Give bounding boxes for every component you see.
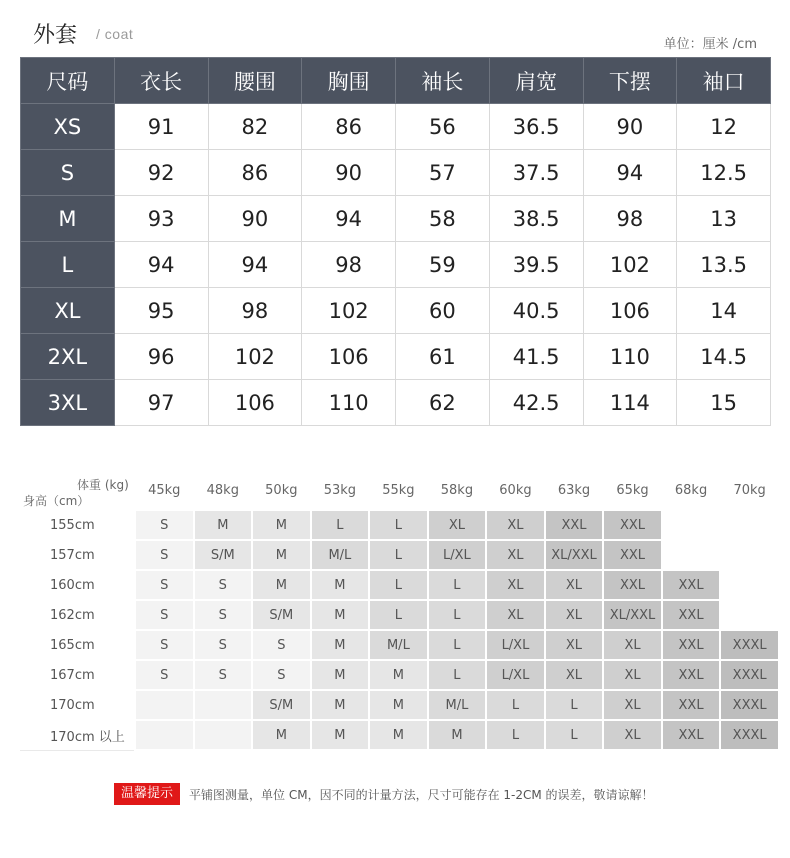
size-recommendation-cell: S/M	[194, 540, 253, 570]
measurement-cell: 95	[114, 288, 208, 334]
size-recommendation-cell: XXXL	[720, 690, 779, 720]
weight-axis-label: 体重 (kg)	[77, 478, 129, 492]
measurement-cell: 36.5	[489, 104, 583, 150]
size-recommendation-cell: XL	[603, 720, 662, 750]
size-recommendation-cell: XL	[545, 630, 604, 660]
measurement-cell: 93	[114, 196, 208, 242]
size-label: M	[21, 196, 115, 242]
size-recommendation-cell: XL	[603, 660, 662, 690]
size-recommendation-cell: L	[369, 570, 428, 600]
fit-table-row	[19, 720, 779, 750]
size-recommendation-cell: M	[311, 690, 370, 720]
size-recommendation-cell: XXL	[662, 660, 721, 690]
measurement-cell: 15	[677, 380, 771, 426]
measurement-cell: 58	[396, 196, 490, 242]
measurement-cell: 14.5	[677, 334, 771, 380]
size-recommendation-cell: L/XL	[486, 630, 545, 660]
measurement-cell: 98	[583, 196, 677, 242]
measurement-cell: 57	[396, 150, 490, 196]
size-recommendation-cell: XXL	[545, 510, 604, 540]
measurement-cell: 110	[302, 380, 396, 426]
size-label: XS	[21, 104, 115, 150]
size-recommendation-cell: XXL	[662, 690, 721, 720]
size-recommendation-cell: L/XL	[486, 660, 545, 690]
size-table-row	[21, 380, 771, 426]
size-recommendation-cell: L	[545, 720, 604, 750]
measurement-cell: 61	[396, 334, 490, 380]
height-label: 160cm	[19, 570, 135, 600]
measurement-cell: 13.5	[677, 242, 771, 288]
measurement-cell: 86	[302, 104, 396, 150]
measurement-cell: 106	[302, 334, 396, 380]
measurement-cell: 60	[396, 288, 490, 334]
weight-header: 58kg	[428, 472, 487, 510]
measurement-cell: 98	[302, 242, 396, 288]
weight-header: 70kg	[720, 472, 779, 510]
column-header: 腰围	[208, 58, 302, 104]
size-recommendation-cell: L	[428, 630, 487, 660]
size-recommendation-cell: S	[194, 600, 253, 630]
size-recommendation-cell: L/XL	[428, 540, 487, 570]
size-recommendation-cell	[662, 540, 721, 570]
measurement-cell: 94	[583, 150, 677, 196]
measurement-cell: 106	[583, 288, 677, 334]
size-recommendation-cell	[135, 720, 194, 750]
size-recommendation-cell: XL	[486, 600, 545, 630]
size-recommendation-cell: S	[135, 510, 194, 540]
size-recommendation-cell: XXXL	[720, 630, 779, 660]
size-recommendation-cell: XXL	[662, 720, 721, 750]
measurement-cell: 98	[208, 288, 302, 334]
size-label: L	[21, 242, 115, 288]
size-recommendation-cell: S	[252, 660, 311, 690]
column-header: 肩宽	[489, 58, 583, 104]
size-recommendation-cell: XL	[603, 690, 662, 720]
size-recommendation-cell: XL	[545, 600, 604, 630]
column-header: 袖口	[677, 58, 771, 104]
size-recommendation-cell	[662, 510, 721, 540]
size-recommendation-cell: S	[194, 570, 253, 600]
size-recommendation-cell: S/M	[252, 600, 311, 630]
size-recommendation-cell: L	[369, 540, 428, 570]
size-recommendation-cell: L	[428, 600, 487, 630]
size-recommendation-cell: L	[486, 720, 545, 750]
size-table-row	[21, 104, 771, 150]
weight-header: 65kg	[603, 472, 662, 510]
size-recommendation-cell: M	[369, 720, 428, 750]
size-label: 3XL	[21, 380, 115, 426]
height-label: 170cm	[19, 690, 135, 720]
size-recommendation-cell: S	[194, 660, 253, 690]
unit-note: 单位：厘米 /cm	[663, 37, 757, 52]
measurement-cell: 94	[208, 242, 302, 288]
measurement-cell: 91	[114, 104, 208, 150]
page-header	[0, 0, 790, 56]
fit-table-corner	[19, 472, 135, 510]
size-recommendation-cell: XXL	[603, 570, 662, 600]
fit-table-row	[19, 570, 779, 600]
height-label: 157cm	[19, 540, 135, 570]
size-recommendation-cell: XXXL	[720, 660, 779, 690]
size-recommendation-cell: L	[428, 660, 487, 690]
size-recommendation-cell: L	[369, 600, 428, 630]
measurement-cell: 92	[114, 150, 208, 196]
weight-header: 68kg	[662, 472, 721, 510]
size-recommendation-cell: M	[428, 720, 487, 750]
fit-table-row	[19, 660, 779, 690]
size-recommendation-cell: S	[135, 540, 194, 570]
measurement-cell: 12	[677, 104, 771, 150]
notice-badge: 温馨提示	[114, 783, 180, 805]
column-header: 下摆	[583, 58, 677, 104]
size-recommendation-cell: XL	[545, 570, 604, 600]
notice	[114, 783, 654, 805]
size-table-row	[21, 288, 771, 334]
fit-table-row	[19, 510, 779, 540]
height-label: 155cm	[19, 510, 135, 540]
column-header: 尺码	[21, 58, 115, 104]
height-label: 167cm	[19, 660, 135, 690]
measurement-cell: 13	[677, 196, 771, 242]
weight-header: 53kg	[311, 472, 370, 510]
page-title: 外套	[33, 23, 78, 48]
size-recommendation-cell: XXL	[603, 510, 662, 540]
measurement-cell: 94	[114, 242, 208, 288]
size-table-row	[21, 334, 771, 380]
size-recommendation-cell: M	[369, 690, 428, 720]
size-recommendation-cell: L	[311, 510, 370, 540]
size-recommendation-cell: XL	[486, 540, 545, 570]
size-label: 2XL	[21, 334, 115, 380]
size-recommendation-cell: M	[252, 720, 311, 750]
measurement-cell: 90	[208, 196, 302, 242]
measurement-cell: 82	[208, 104, 302, 150]
weight-header: 60kg	[486, 472, 545, 510]
size-recommendation-cell	[135, 690, 194, 720]
size-recommendation-cell: XXL	[603, 540, 662, 570]
page-subtitle: / coat	[96, 26, 134, 42]
size-recommendation-cell	[720, 510, 779, 540]
size-recommendation-cell: XL	[486, 510, 545, 540]
size-recommendation-cell: S	[252, 630, 311, 660]
size-recommendation-cell: M	[252, 570, 311, 600]
measurement-cell: 90	[302, 150, 396, 196]
fit-table-row	[19, 630, 779, 660]
size-recommendation-cell: XL/XXL	[603, 600, 662, 630]
weight-header: 48kg	[194, 472, 253, 510]
size-recommendation-cell	[720, 570, 779, 600]
size-recommendation-cell: M/L	[369, 630, 428, 660]
size-recommendation-cell: M	[311, 600, 370, 630]
size-recommendation-cell: M	[311, 570, 370, 600]
measurement-cell: 42.5	[489, 380, 583, 426]
weight-header: 55kg	[369, 472, 428, 510]
measurement-cell: 12.5	[677, 150, 771, 196]
measurement-cell: 37.5	[489, 150, 583, 196]
size-recommendation-cell: M	[252, 510, 311, 540]
height-label: 170cm 以上	[19, 720, 135, 750]
measurement-cell: 90	[583, 104, 677, 150]
measurement-cell: 114	[583, 380, 677, 426]
fit-table-row	[19, 540, 779, 570]
measurement-cell: 56	[396, 104, 490, 150]
measurement-cell: 102	[583, 242, 677, 288]
size-recommendation-cell: S	[194, 630, 253, 660]
size-recommendation-cell: XL	[428, 510, 487, 540]
size-recommendation-cell: L	[486, 690, 545, 720]
size-recommendation-cell	[194, 720, 253, 750]
size-recommendation-cell: M	[252, 540, 311, 570]
size-label: S	[21, 150, 115, 196]
fit-table-header-row	[19, 472, 779, 510]
measurement-cell: 39.5	[489, 242, 583, 288]
measurement-cell: 110	[583, 334, 677, 380]
size-recommendation-cell: M	[369, 660, 428, 690]
measurement-cell: 86	[208, 150, 302, 196]
size-label: XL	[21, 288, 115, 334]
size-table	[20, 57, 771, 426]
size-recommendation-cell: XL	[545, 660, 604, 690]
size-recommendation-cell	[720, 600, 779, 630]
weight-header: 50kg	[252, 472, 311, 510]
size-recommendation-cell: S/M	[252, 690, 311, 720]
size-table-row	[21, 242, 771, 288]
column-header: 衣长	[114, 58, 208, 104]
fit-table	[18, 472, 780, 751]
size-recommendation-cell: S	[135, 660, 194, 690]
size-recommendation-cell: L	[428, 570, 487, 600]
measurement-cell: 102	[208, 334, 302, 380]
measurement-cell: 59	[396, 242, 490, 288]
measurement-cell: 97	[114, 380, 208, 426]
size-recommendation-cell: XL	[603, 630, 662, 660]
weight-header: 45kg	[135, 472, 194, 510]
weight-header: 63kg	[545, 472, 604, 510]
size-recommendation-cell: M/L	[311, 540, 370, 570]
size-table-row	[21, 150, 771, 196]
measurement-cell: 94	[302, 196, 396, 242]
measurement-cell: 14	[677, 288, 771, 334]
size-recommendation-cell: S	[135, 600, 194, 630]
notice-text: 平铺图测量，单位 CM，因不同的计量方法，尺寸可能存在 1-2CM 的误差，敬请谅解！	[189, 787, 654, 802]
measurement-cell: 38.5	[489, 196, 583, 242]
size-recommendation-cell: M	[311, 660, 370, 690]
size-recommendation-cell: L	[369, 510, 428, 540]
size-recommendation-cell: M	[194, 510, 253, 540]
size-recommendation-cell: XXXL	[720, 720, 779, 750]
size-recommendation-cell: XXL	[662, 630, 721, 660]
size-recommendation-cell: S	[135, 570, 194, 600]
column-header: 胸围	[302, 58, 396, 104]
size-recommendation-cell: XXL	[662, 570, 721, 600]
size-recommendation-cell	[194, 690, 253, 720]
measurement-cell: 40.5	[489, 288, 583, 334]
measurement-cell: 62	[396, 380, 490, 426]
size-recommendation-cell: XL/XXL	[545, 540, 604, 570]
size-recommendation-cell: XL	[486, 570, 545, 600]
size-recommendation-cell: M/L	[428, 690, 487, 720]
height-label: 162cm	[19, 600, 135, 630]
size-recommendation-cell	[720, 540, 779, 570]
fit-chart	[18, 472, 780, 751]
size-recommendation-cell: M	[311, 630, 370, 660]
size-recommendation-cell: XXL	[662, 600, 721, 630]
size-recommendation-cell: L	[545, 690, 604, 720]
column-header: 袖长	[396, 58, 490, 104]
size-recommendation-cell: S	[135, 630, 194, 660]
measurement-cell: 96	[114, 334, 208, 380]
size-table-row	[21, 196, 771, 242]
height-label: 165cm	[19, 630, 135, 660]
measurement-cell: 106	[208, 380, 302, 426]
fit-table-row	[19, 690, 779, 720]
fit-table-row	[19, 600, 779, 630]
size-recommendation-cell: M	[311, 720, 370, 750]
size-table-header-row	[21, 58, 771, 104]
height-axis-label: 身高（cm）	[23, 494, 90, 508]
measurement-cell: 102	[302, 288, 396, 334]
measurement-cell: 41.5	[489, 334, 583, 380]
